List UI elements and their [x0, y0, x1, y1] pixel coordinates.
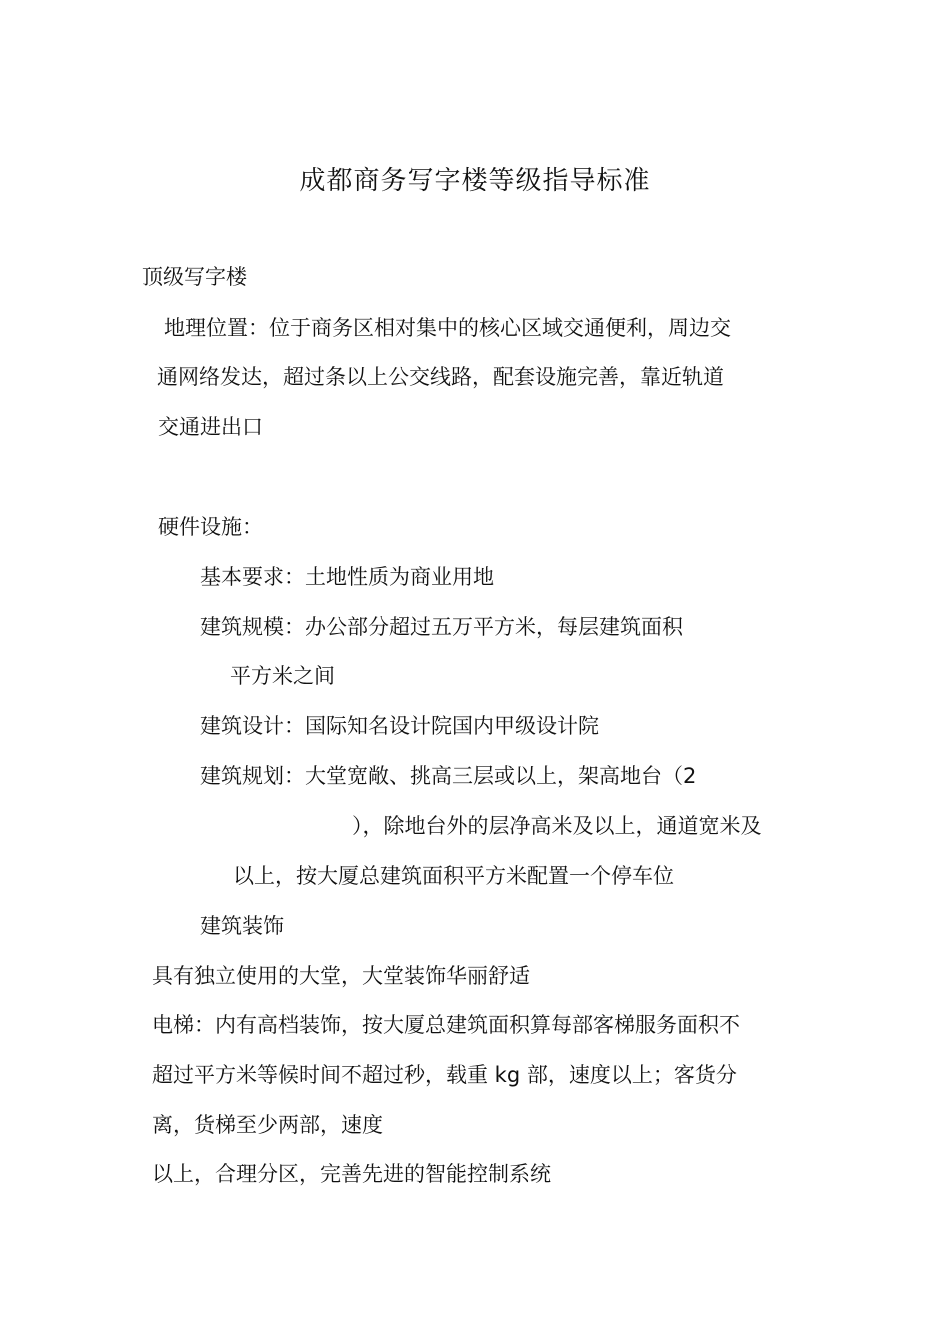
building-scale-line-1: 建筑规模：办公部分超过五万平方米，每层建筑面积: [200, 615, 683, 639]
elevator-text-line-2: 超过平方米等候时间不超过秒，载重 kg 部，速度以上；客货分: [152, 1063, 737, 1087]
elevator-text-line-1: 电梯：内有高档装饰，按大厦总建筑面积算每部客梯服务面积不: [152, 1013, 740, 1037]
building-design: 建筑设计：国际知名设计院国内甲级设计院: [200, 714, 599, 738]
basic-requirements: 基本要求：土地性质为商业用地: [200, 565, 494, 589]
location-text-line-1: 地理位置：位于商务区相对集中的核心区域交通便利，周边交: [164, 316, 731, 340]
building-planning-line-3: 以上，按大厦总建筑面积平方米配置一个停车位: [233, 864, 674, 888]
section-heading: 顶级写字楼: [142, 265, 247, 289]
hardware-heading: 硬件设施：: [158, 515, 263, 539]
elevator-text-line-4: 以上，合理分区，完善先进的智能控制系统: [152, 1162, 551, 1186]
elevator-text-line-3: 离，货梯至少两部，速度: [152, 1113, 383, 1137]
building-planning-line-1: 建筑规划：大堂宽敞、挑高三层或以上，架高地台（2: [200, 764, 697, 788]
location-text-line-2: 通网络发达，超过条以上公交线路，配套设施完善，靠近轨道: [157, 365, 724, 389]
document-title: 成都商务写字楼等级指导标准: [299, 166, 651, 196]
building-scale-line-2: 平方米之间: [230, 664, 335, 688]
lobby-text: 具有独立使用的大堂，大堂装饰华丽舒适: [152, 964, 530, 988]
building-planning-line-2: ），除地台外的层净高米及以上，通道宽米及: [352, 814, 762, 838]
building-decoration-heading: 建筑装饰: [200, 914, 284, 938]
location-text-line-3: 交通进出口: [158, 415, 263, 439]
